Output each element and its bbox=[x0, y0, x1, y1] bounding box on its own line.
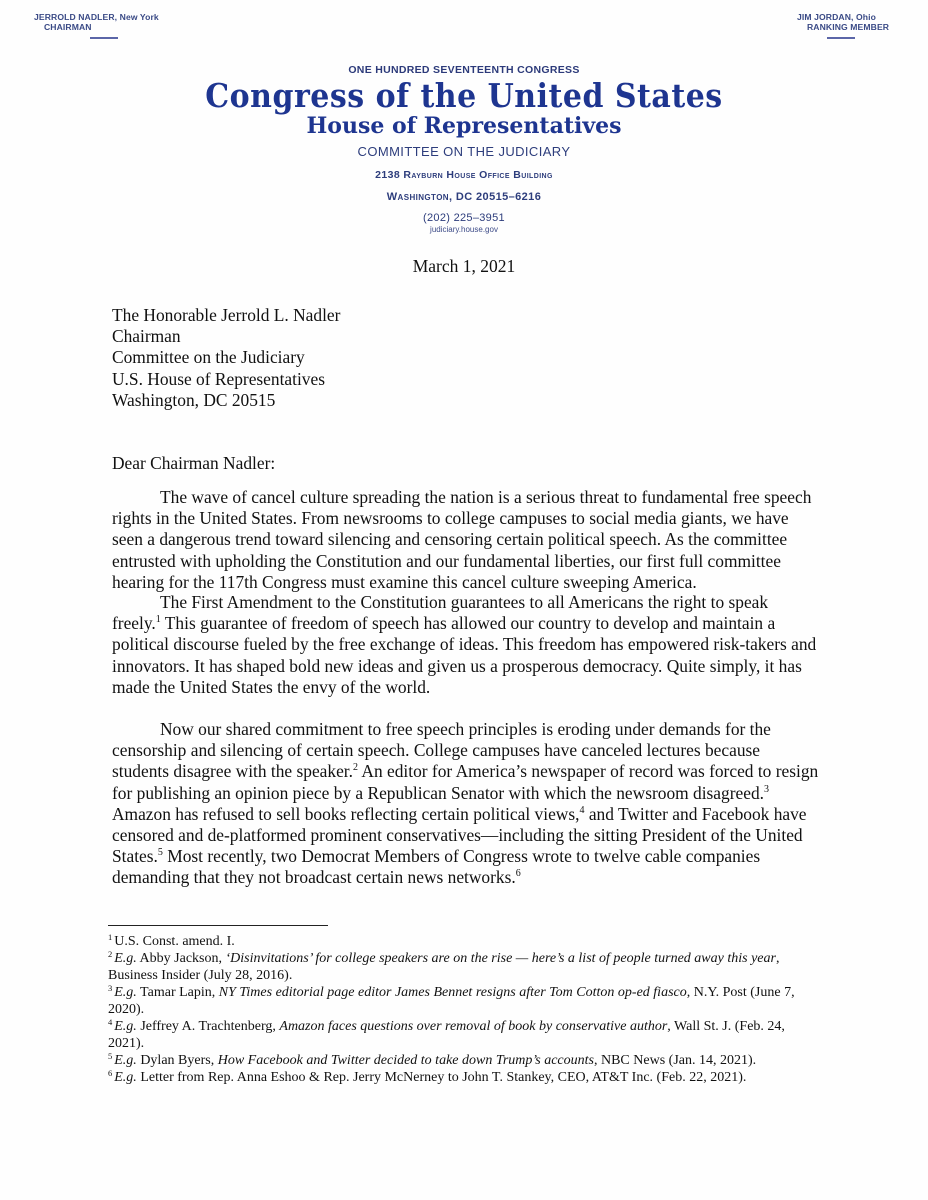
paragraph-text: Now our shared commitment to free speech principles is eroding under demands for the censorship and silencing of certain speech. College campuses have canceled lectures because students disagree with the speaker. bbox=[112, 719, 771, 782]
paragraph-text: This guarantee of freedom of speech has allowed our country to develop and maintain a political discourse fueled by the free exchange of ideas. This freedom has empowered risk-takers and innovators. It has shaped bold new ideas and given us a prosperous democracy. Quite simply, it has made the United States the envy of the world. bbox=[112, 613, 817, 697]
footnote-text: U.S. Const. amend. I. bbox=[114, 934, 235, 949]
addressee-line: U.S. House of Representatives bbox=[112, 368, 325, 389]
chairman-name: JERROLD NADLER, New York bbox=[34, 12, 159, 22]
footnote-title: Amazon faces questions over removal of book by conservative author bbox=[279, 1019, 668, 1034]
salutation: Dear Chairman Nadler: bbox=[112, 453, 276, 473]
footnote-number: 6 bbox=[108, 1068, 113, 1078]
committee-name: COMMITTEE ON THE JUDICIARY bbox=[357, 144, 571, 159]
footnote-separator bbox=[108, 925, 328, 926]
footnote-source: , N.Y. Post (June 7, 2020). bbox=[108, 985, 795, 1017]
footnote-source: , NBC News (Jan. 14, 2021). bbox=[593, 1053, 757, 1068]
footnote-5 bbox=[108, 1052, 820, 1069]
footnote-source: , Wall St. J. (Feb. 24, 2021). bbox=[108, 1019, 785, 1051]
paragraph-text: and Twitter and Facebook have censored and de-platformed prominent conservatives—including the sitting President of the United States. bbox=[112, 803, 807, 867]
paragraph-1: The wave of cancel culture spreading the nation is a serious threat to fundamental free speech rights in the United States. From newsrooms to college campuses to social media giants, we have seen a dangerous trend toward silencing and censoring certain political speech. As the committee entrusted with upholding the Constitution and our fundamental liberties, our first full committee hearing for the 117th Congress must examine this cancel culture sweeping America. bbox=[112, 487, 812, 592]
footnote-text: Letter from Rep. Anna Eshoo & Rep. Jerry McNerney to John T. Stankey, CEO, AT&T Inc. (Feb. 22, 2021). bbox=[136, 1070, 747, 1085]
ranking-member-name: JIM JORDAN, Ohio bbox=[797, 12, 876, 22]
paragraph-text: An editor for America’s newspaper of record was forced to resign for publishing an opinion piece by a Republican Senator with which the newsroom disagreed. bbox=[112, 761, 819, 803]
office-phone: (202) 225–3951 bbox=[423, 212, 505, 224]
footnotes bbox=[108, 933, 820, 1086]
footnote-ref: 5 bbox=[157, 847, 163, 859]
footnote-number: 5 bbox=[108, 1051, 113, 1061]
paragraph-text: Amazon has refused to sell books reflecting certain political views, bbox=[112, 803, 580, 824]
footnote-ref: 2 bbox=[353, 762, 358, 774]
addressee-line: The Honorable Jerrold L. Nadler bbox=[112, 305, 341, 325]
website: judiciary.house.gov bbox=[430, 225, 498, 234]
chairman-block bbox=[34, 12, 159, 39]
footnote-4 bbox=[108, 1018, 820, 1052]
footnote-ref: 1 bbox=[155, 614, 161, 626]
footnote-author: Jeffrey A. Trachtenberg, bbox=[136, 1019, 280, 1034]
footnote-author: Abby Jackson, bbox=[136, 951, 226, 966]
chairman-rule bbox=[90, 37, 118, 39]
addressee-line: Washington, DC 20515 bbox=[112, 389, 276, 410]
footnote-1 bbox=[108, 933, 820, 950]
paragraph-text: The First Amendment to the Constitution guarantees to all Americans the right to speak freely. bbox=[112, 592, 769, 634]
footnote-signal: E.g. bbox=[114, 1019, 137, 1034]
ranking-member-rule bbox=[827, 37, 855, 39]
footnote-ref: 3 bbox=[764, 783, 769, 795]
congress-number: ONE HUNDRED SEVENTEENTH CONGRESS bbox=[348, 64, 580, 76]
addressee-line: Committee on the Judiciary bbox=[112, 347, 305, 368]
ranking-member-block bbox=[797, 12, 889, 39]
paragraph-text: Most recently, two Democrat Members of Congress wrote to twelve cable companies demanding that they not broadcast certain news networks. bbox=[112, 846, 761, 888]
footnote-signal: E.g. bbox=[114, 1070, 137, 1085]
footnote-source: , Business Insider (July 28, 2016). bbox=[108, 951, 780, 983]
footnote-number: 2 bbox=[108, 949, 113, 959]
footnote-signal: E.g. bbox=[114, 951, 137, 966]
footnote-2 bbox=[108, 950, 820, 984]
footnote-ref: 6 bbox=[515, 868, 521, 880]
ranking-member-role: RANKING MEMBER bbox=[807, 22, 890, 32]
footnote-title: How Facebook and Twitter decided to take down Trump’s accounts bbox=[217, 1053, 594, 1068]
office-address: 2138 Rayburn House Office Building bbox=[375, 169, 553, 181]
congress-title: Congress of the United States bbox=[205, 77, 723, 116]
footnote-title: NY Times editorial page editor James Bennet resigns after Tom Cotton op-ed fiasco bbox=[218, 985, 687, 1000]
footnote-signal: E.g. bbox=[114, 1053, 137, 1068]
addressee-line: Chairman bbox=[112, 326, 181, 347]
footnote-signal: E.g. bbox=[114, 985, 137, 1000]
house-title: House of Representatives bbox=[306, 113, 622, 139]
footnote-number: 1 bbox=[108, 932, 113, 942]
footnote-ref: 4 bbox=[579, 804, 585, 816]
paragraph-2 bbox=[112, 592, 820, 698]
footnote-title: ‘Disinvitations’ for college speakers are on the rise — here’s a list of people turned away this year bbox=[225, 951, 776, 966]
chairman-role: CHAIRMAN bbox=[44, 22, 92, 32]
footnote-author: Tamar Lapin, bbox=[136, 985, 219, 1000]
addressee-block bbox=[112, 305, 820, 411]
footnote-6 bbox=[108, 1069, 820, 1086]
letterhead bbox=[0, 64, 928, 234]
footnote-number: 4 bbox=[108, 1017, 113, 1027]
letter-date: March 1, 2021 bbox=[412, 256, 516, 276]
office-city: Washington, DC 20515–6216 bbox=[386, 191, 542, 203]
footnote-author: Dylan Byers, bbox=[136, 1053, 218, 1068]
footnote-number: 3 bbox=[108, 983, 113, 993]
paragraph-3 bbox=[112, 719, 820, 889]
footnote-3 bbox=[108, 984, 820, 1018]
